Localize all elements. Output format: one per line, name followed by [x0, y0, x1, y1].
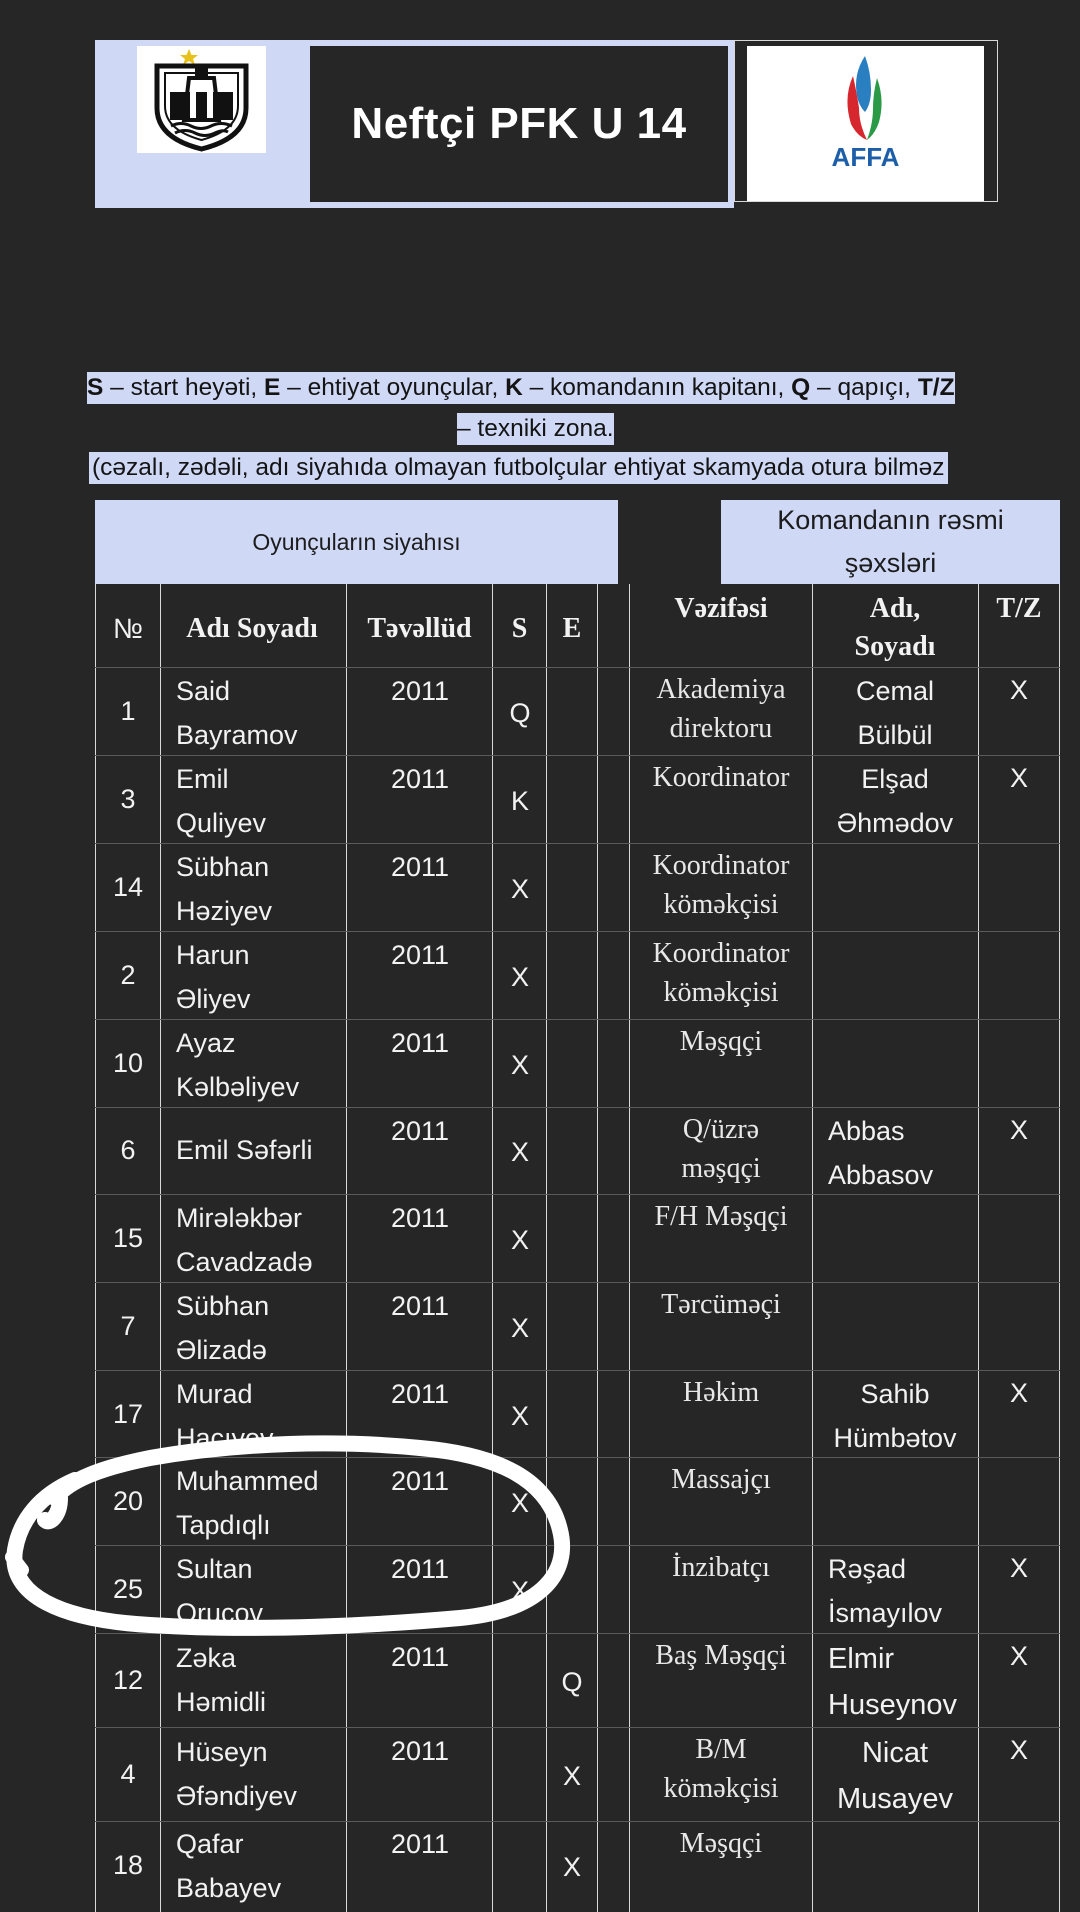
player-year: 2011	[390, 1466, 450, 1496]
player-no: 17	[112, 1399, 144, 1429]
player-no: 6	[120, 1135, 136, 1165]
player-s-mark: X	[510, 962, 529, 992]
player-year: 2011	[390, 1291, 450, 1321]
official-first-name: Abbas	[828, 1116, 905, 1146]
player-last-name: Əliyev	[176, 984, 251, 1014]
grid-line	[629, 584, 630, 1912]
player-last-name: Həmidli	[176, 1687, 267, 1717]
player-first-name: Sübhan	[176, 1291, 270, 1321]
player-no: 3	[120, 784, 136, 814]
player-first-name: Ayaz	[176, 1028, 236, 1058]
official-tz-mark: X	[1009, 1641, 1028, 1671]
official-last-name: Hümbətov	[833, 1423, 957, 1453]
official-first-name: Rəşad	[828, 1554, 907, 1584]
official-role-line2: direktoru	[669, 713, 773, 744]
official-first-name: Elşad	[861, 764, 929, 794]
official-tz-mark: X	[1009, 1115, 1028, 1145]
official-role: Baş Məşqçi	[655, 1640, 787, 1671]
legend-line-2: – texniki zona.	[457, 413, 614, 445]
player-last-name: Kəlbəliyev	[176, 1072, 300, 1102]
affa-flame-icon	[747, 46, 984, 201]
players-section-header: Oyunçuların siyahısı	[95, 500, 618, 584]
player-last-name: Əfəndiyev	[176, 1781, 297, 1811]
player-first-name: Zəka	[176, 1643, 237, 1673]
title-box	[306, 42, 732, 206]
page-title: Neftçi PFK U 14	[351, 99, 687, 148]
player-year: 2011	[390, 1028, 450, 1058]
player-last-name: Orucov	[176, 1598, 264, 1628]
player-first-name: Harun	[176, 940, 250, 970]
player-no: 2	[120, 960, 136, 990]
officials-section-header: Komandanın rəsmi şəxsləri	[721, 500, 1060, 584]
player-year: 2011	[390, 1379, 450, 1409]
official-role: Koordinator	[652, 850, 790, 881]
player-s-mark: X	[510, 1488, 529, 1518]
official-role: İnzibatçı	[672, 1552, 770, 1583]
player-no: 14	[112, 872, 144, 902]
col-header-official-name: Adı, Soyadı	[854, 593, 936, 662]
player-first-name: Said	[176, 676, 231, 706]
player-first-name: Qafar	[176, 1829, 244, 1859]
col-header-role: Vəzifəsi	[674, 593, 768, 624]
player-year: 2011	[390, 1203, 450, 1233]
player-no: 1	[120, 696, 136, 726]
official-role-line2: köməkçisi	[663, 1773, 779, 1804]
player-no: 12	[112, 1665, 144, 1695]
col-header-name: Adı Soyadı	[186, 613, 318, 644]
player-s-mark: X	[510, 874, 529, 904]
player-last-name: Cavadzadə	[176, 1247, 313, 1277]
official-last-name: İsmayılov	[828, 1598, 943, 1628]
grid-line	[812, 584, 813, 1912]
player-year: 2011	[390, 676, 450, 706]
affa-logo-text: AFFA	[831, 142, 900, 172]
neftchi-crest-icon	[137, 46, 266, 153]
player-year: 2011	[390, 1829, 450, 1859]
col-header-tz: T/Z	[996, 593, 1042, 624]
player-no: 15	[112, 1223, 144, 1253]
player-last-name: Hacıyev	[176, 1423, 274, 1453]
official-role: Akademiya	[656, 674, 786, 705]
official-role-line2: məşqçi	[681, 1153, 761, 1184]
player-s-mark: X	[510, 1313, 529, 1343]
official-role: Tərcüməçi	[661, 1289, 781, 1320]
grid-line	[597, 584, 598, 1912]
grid-line	[95, 584, 96, 1912]
player-first-name: Sübhan	[176, 852, 270, 882]
official-role-line2: köməkçisi	[663, 977, 779, 1008]
player-year: 2011	[390, 764, 450, 794]
col-header-no: №	[112, 613, 144, 644]
player-no: 25	[112, 1574, 144, 1604]
player-s-mark: K	[510, 786, 529, 816]
official-role: F/H Məşqçi	[654, 1201, 788, 1232]
official-last-name: Bülbül	[857, 720, 933, 750]
official-first-name: Nicat	[861, 1737, 929, 1769]
grid-line	[95, 667, 1060, 668]
player-last-name: Quliyev	[176, 808, 267, 838]
official-first-name: Elmir	[828, 1643, 895, 1675]
player-e-mark: X	[562, 1852, 581, 1882]
official-first-name: Cemal	[855, 676, 935, 706]
official-role: Həkim	[682, 1377, 760, 1408]
official-role: B/M	[695, 1734, 747, 1765]
grid-line	[492, 584, 493, 1912]
player-first-name: Sultan	[176, 1554, 253, 1584]
player-no: 18	[112, 1850, 144, 1880]
player-year: 2011	[390, 940, 450, 970]
official-role: Məşqçi	[679, 1026, 763, 1057]
neftchi-logo	[137, 46, 266, 153]
player-last-name: Bayramov	[176, 720, 298, 750]
player-last-name: Əlizadə	[176, 1335, 267, 1365]
official-tz-mark: X	[1009, 675, 1028, 705]
col-header-s: S	[511, 613, 528, 644]
official-last-name: Əhmədov	[836, 808, 954, 838]
player-year: 2011	[390, 1116, 450, 1146]
official-tz-mark: X	[1009, 1735, 1028, 1765]
affa-logo	[747, 46, 984, 201]
player-year: 2011	[390, 852, 450, 882]
legend-line-3: (cəzalı, zədəli, adı siyahıda olmayan futbolçular ehtiyat skamyada otura bilməz	[89, 452, 948, 484]
player-e-mark: Q	[561, 1667, 583, 1697]
player-s-mark: X	[510, 1401, 529, 1431]
player-no: 4	[120, 1759, 136, 1789]
official-last-name: Abbasov	[828, 1160, 934, 1190]
player-no: 7	[120, 1311, 136, 1341]
player-s-mark: Q	[509, 698, 531, 728]
player-no: 10	[112, 1048, 144, 1078]
grid-line	[160, 584, 161, 1912]
player-s-mark: X	[510, 1137, 529, 1167]
official-last-name: Huseynov	[828, 1689, 957, 1721]
player-year: 2011	[390, 1642, 450, 1672]
official-role: Koordinator	[652, 938, 790, 969]
player-first-name: Mirələkbər	[176, 1203, 303, 1233]
player-last-name: Tapdıqlı	[176, 1510, 271, 1540]
player-no: 20	[112, 1486, 144, 1516]
official-tz-mark: X	[1009, 1553, 1028, 1583]
official-role: Massajçı	[671, 1464, 771, 1495]
player-s-mark: X	[510, 1576, 529, 1606]
official-last-name: Musayev	[836, 1783, 954, 1815]
official-tz-mark: X	[1009, 763, 1028, 793]
player-s-mark: X	[510, 1050, 529, 1080]
player-first-name: Muhammed	[176, 1466, 319, 1496]
official-role: Məşqçi	[679, 1828, 763, 1859]
official-role-line2: köməkçisi	[663, 889, 779, 920]
player-year: 2011	[390, 1554, 450, 1584]
player-last-name: Babayev	[176, 1873, 282, 1903]
col-header-year: Təvəllüd	[367, 613, 472, 644]
official-first-name: Sahib	[860, 1379, 930, 1409]
player-first-name: Hüseyn	[176, 1737, 268, 1767]
official-role: Koordinator	[652, 762, 790, 793]
player-first-name: Murad	[176, 1379, 253, 1409]
player-last-name: Həziyev	[176, 896, 273, 926]
player-first-name: Emil	[176, 764, 229, 794]
grid-line	[546, 584, 547, 1912]
official-role: Q/üzrə	[682, 1114, 760, 1145]
legend-line-1: S – start heyəti, E – ehtiyat oyunçular, K – komandanın kapitanı, Q – qapıçı, T/Z	[87, 372, 955, 404]
player-e-mark: X	[562, 1761, 581, 1791]
grid-line	[1059, 584, 1060, 1912]
player-s-mark: X	[510, 1225, 529, 1255]
player-first-name: Emil Səfərli	[176, 1135, 313, 1165]
player-year: 2011	[390, 1736, 450, 1766]
col-header-e: E	[562, 613, 582, 644]
official-tz-mark: X	[1009, 1378, 1028, 1408]
